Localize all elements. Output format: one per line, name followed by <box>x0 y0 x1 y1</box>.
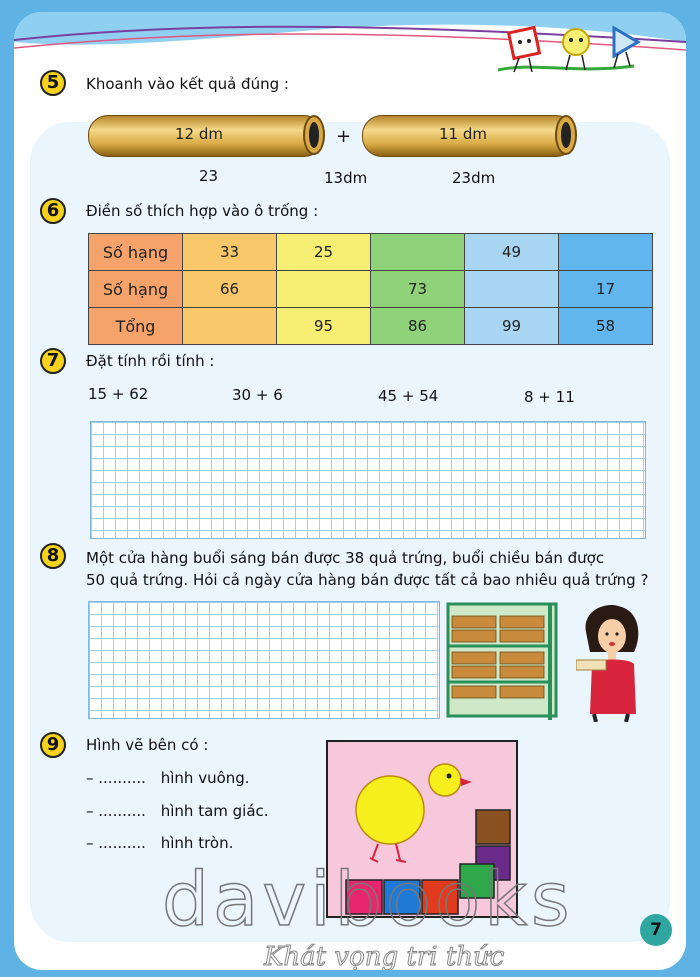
egg-shelf-icon <box>446 602 558 722</box>
tube-2-end <box>555 115 577 155</box>
blank-field[interactable]: – .......... <box>86 769 146 787</box>
blank-field[interactable]: – .......... <box>86 802 146 820</box>
row-label: Số hạng <box>89 271 183 308</box>
table-cell[interactable] <box>183 308 277 345</box>
expression-2: 30 + 6 <box>232 386 283 404</box>
calculation-grid[interactable] <box>90 421 646 539</box>
shape-option-3 <box>86 834 233 852</box>
shape-option-1 <box>86 769 250 787</box>
table-cell[interactable]: 33 <box>183 234 277 271</box>
expression-1: 15 + 62 <box>88 385 149 403</box>
addition-table <box>88 233 653 345</box>
question-5-text: Khoanh vào kết quả đúng : <box>86 75 289 93</box>
table-cell[interactable]: 95 <box>277 308 371 345</box>
table-cell[interactable]: 99 <box>465 308 559 345</box>
tube-1-label: 12 dm <box>175 125 223 143</box>
row-label: Tổng <box>89 308 183 345</box>
table-row-addend-1 <box>89 234 653 271</box>
shopkeeper-woman-icon <box>576 602 648 722</box>
question-6-text: Điền số thích hợp vào ô trống : <box>86 202 319 220</box>
option-label: hình tam giác. <box>160 802 269 820</box>
option-label: hình vuông. <box>160 769 250 787</box>
tube-12dm <box>88 115 324 157</box>
answer-option-3[interactable]: 23dm <box>452 169 496 187</box>
table-cell[interactable]: 73 <box>371 271 465 308</box>
expression-4: 8 + 11 <box>524 388 575 406</box>
row-label: Số hạng <box>89 234 183 271</box>
table-row-addend-2 <box>89 271 653 308</box>
shape-option-2 <box>86 802 269 820</box>
table-row-sum <box>89 308 653 345</box>
watermark-slogan: Khát vọng tri thức <box>264 942 505 970</box>
blank-field[interactable]: – .......... <box>86 834 146 852</box>
question-5-number: 5 <box>40 70 66 96</box>
answer-option-2[interactable]: 13dm <box>324 169 368 187</box>
question-6-number: 6 <box>40 198 66 224</box>
table-cell[interactable]: 58 <box>559 308 653 345</box>
table-cell[interactable] <box>559 234 653 271</box>
table-cell[interactable]: 49 <box>465 234 559 271</box>
question-8-number: 8 <box>40 543 66 569</box>
watermark-brand: davibooks <box>162 857 574 943</box>
tube-1-end <box>303 115 325 155</box>
expression-3: 45 + 54 <box>378 387 439 405</box>
question-7-number: 7 <box>40 348 66 374</box>
plus-sign: + <box>336 126 352 147</box>
answer-option-1[interactable]: 23 <box>199 167 219 185</box>
question-7-text: Đặt tính rồi tính : <box>86 352 215 370</box>
shape-mascots-icon <box>498 28 638 72</box>
table-cell[interactable] <box>277 271 371 308</box>
table-cell[interactable]: 25 <box>277 234 371 271</box>
question-8-line-2: 50 quả trứng. Hỏi cả ngày cửa hàng bán được tất cả bao nhiêu quả trứng ? <box>86 571 649 589</box>
tube-2-label: 11 dm <box>439 125 487 143</box>
worksheet-page <box>14 12 686 970</box>
table-cell[interactable]: 66 <box>183 271 277 308</box>
answer-grid[interactable] <box>88 601 440 719</box>
question-8-line-1: Một cửa hàng buổi sáng bán được 38 quả trứng, buổi chiều bán được <box>86 549 605 567</box>
page-number: 7 <box>640 914 672 946</box>
option-label: hình tròn. <box>160 834 234 852</box>
table-cell[interactable] <box>465 271 559 308</box>
question-9-number: 9 <box>40 732 66 758</box>
table-cell[interactable]: 17 <box>559 271 653 308</box>
table-cell[interactable]: 86 <box>371 308 465 345</box>
table-cell[interactable] <box>371 234 465 271</box>
question-9-text: Hình vẽ bên có : <box>86 736 209 754</box>
tube-11dm <box>362 115 576 157</box>
